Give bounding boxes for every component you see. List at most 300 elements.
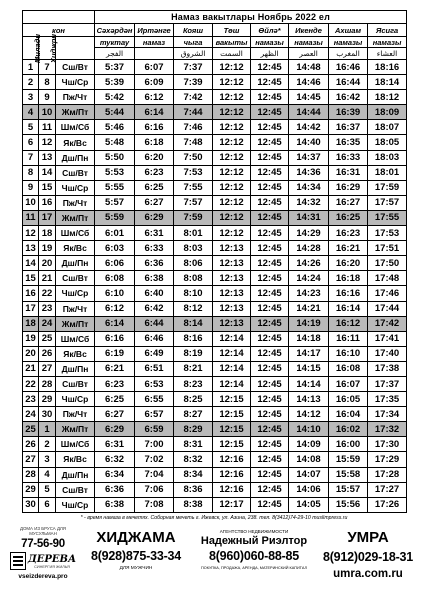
prayer-time-cell: 16:11: [329, 331, 368, 346]
prayer-time-cell: 7:42: [174, 90, 213, 105]
table-row: [23, 316, 407, 331]
table-row: [23, 135, 407, 150]
hijri-day-cell: 11: [39, 120, 56, 135]
prayer-time-cell: 8:34: [174, 467, 213, 482]
hijri-day-cell: 7: [39, 60, 56, 75]
hijri-day-cell: 18: [39, 226, 56, 241]
month-day-header: Милади: [23, 37, 39, 60]
prayer-time-cell: 6:53: [135, 376, 174, 391]
prayer-arabic-header: العشاء: [368, 48, 407, 60]
prayer-time-cell: 17:30: [368, 437, 407, 452]
prayer-name-header: Сәхәрдән: [95, 24, 135, 37]
prayer-time-cell: 6:27: [95, 407, 135, 422]
prayer-time-cell: 7:46: [174, 120, 213, 135]
corner-cell: [23, 11, 95, 24]
prayer-time-cell: 17:46: [368, 286, 407, 301]
prayer-time-cell: 6:38: [135, 271, 174, 286]
prayer-time-cell: 12:45: [251, 497, 289, 512]
weekday-cell: Чш/Ср: [56, 180, 95, 195]
hijri-day-cell: 27: [39, 361, 56, 376]
prayer-time-cell: 16:31: [329, 165, 368, 180]
weekday-cell: Шм/Сб: [56, 437, 95, 452]
prayer-time-cell: 5:42: [95, 90, 135, 105]
prayer-time-cell: 14:17: [289, 346, 329, 361]
prayer-time-cell: 12:12: [213, 165, 251, 180]
prayer-time-cell: 8:25: [174, 392, 213, 407]
prayer-time-cell: 12:12: [213, 135, 251, 150]
hijri-day-cell: 22: [39, 286, 56, 301]
table-row: [23, 482, 407, 497]
derevya-logo-word: ДЕРЕВА: [27, 553, 77, 565]
prayer-sub-header: намазы: [289, 37, 329, 48]
prayer-time-cell: 16:21: [329, 241, 368, 256]
month-day-cell: 29: [23, 482, 39, 497]
ad-realtor: [192, 526, 316, 570]
prayer-time-cell: 12:45: [251, 452, 289, 467]
prayer-time-cell: 8:36: [174, 482, 213, 497]
prayer-time-cell: 5:44: [95, 105, 135, 120]
table-row: [23, 422, 407, 437]
month-day-cell: 28: [23, 467, 39, 482]
ad-umra-phone: 8(912)029-18-31: [322, 550, 414, 564]
weekday-cell: Шм/Сб: [56, 120, 95, 135]
prayer-time-cell: 8:27: [174, 407, 213, 422]
table-row: [23, 90, 407, 105]
prayer-time-cell: 6:29: [95, 422, 135, 437]
prayer-time-cell: 7:44: [174, 105, 213, 120]
ad-derevya-tagline: ДОМА ИЗ БРУСА ДЛЯ МУСУЛЬМАН: [20, 526, 66, 536]
hijri-day-cell: 17: [39, 210, 56, 225]
month-day-cell: 17: [23, 301, 39, 316]
prayer-time-cell: 12:45: [251, 90, 289, 105]
prayer-time-cell: 6:31: [135, 226, 174, 241]
table-row: [23, 392, 407, 407]
table-row: [23, 452, 407, 467]
prayer-time-cell: 14:08: [289, 452, 329, 467]
weekday-cell: Шм/Сб: [56, 331, 95, 346]
prayer-arabic-header: العصر: [289, 48, 329, 60]
prayer-time-cell: 16:25: [329, 210, 368, 225]
table-row: [23, 376, 407, 391]
prayer-time-cell: 8:08: [174, 271, 213, 286]
prayer-time-cell: 12:45: [251, 135, 289, 150]
ad-realtor-title: Надежный Риэлтор: [200, 535, 308, 547]
prayer-time-cell: 6:31: [95, 437, 135, 452]
month-day-cell: 21: [23, 361, 39, 376]
prayer-time-cell: 14:31: [289, 210, 329, 225]
prayer-time-cell: 12:14: [213, 331, 251, 346]
prayer-time-cell: 5:55: [95, 180, 135, 195]
month-day-cell: 4: [23, 105, 39, 120]
prayer-times-body: [23, 60, 407, 513]
prayer-time-cell: 12:45: [251, 226, 289, 241]
prayer-time-cell: 6:18: [135, 135, 174, 150]
prayer-time-cell: 14:06: [289, 482, 329, 497]
month-day-cell: 11: [23, 210, 39, 225]
prayer-time-cell: 14:34: [289, 180, 329, 195]
prayer-time-cell: 6:25: [95, 392, 135, 407]
prayer-time-cell: 12:45: [251, 392, 289, 407]
prayer-time-cell: 7:37: [174, 60, 213, 75]
table-row: [23, 467, 407, 482]
prayer-time-cell: 18:05: [368, 135, 407, 150]
ad-realtor-phone: 8(960)060-88-85: [208, 549, 300, 563]
prayer-time-cell: 12:13: [213, 316, 251, 331]
weekday-cell: Сш/Вт: [56, 376, 95, 391]
prayer-time-cell: 16:29: [329, 180, 368, 195]
prayer-time-cell: 6:40: [135, 286, 174, 301]
prayer-time-cell: 12:15: [213, 392, 251, 407]
month-day-cell: 15: [23, 271, 39, 286]
prayer-time-cell: 7:04: [135, 467, 174, 482]
prayer-time-cell: 12:45: [251, 165, 289, 180]
weekday-header: [56, 37, 95, 60]
prayer-time-cell: 12:45: [251, 120, 289, 135]
prayer-time-cell: 6:23: [95, 376, 135, 391]
prayer-time-cell: 16:27: [329, 195, 368, 210]
prayer-sub-header: намаз: [135, 37, 174, 48]
prayer-time-cell: 12:45: [251, 241, 289, 256]
prayer-time-cell: 14:23: [289, 286, 329, 301]
hijri-day-cell: 21: [39, 271, 56, 286]
prayer-time-cell: 12:45: [251, 437, 289, 452]
prayer-time-cell: 7:59: [174, 210, 213, 225]
weekday-cell: Чш/Ср: [56, 286, 95, 301]
prayer-time-cell: 17:57: [368, 195, 407, 210]
prayer-time-cell: 12:12: [213, 75, 251, 90]
prayer-time-cell: 5:46: [95, 120, 135, 135]
prayer-time-cell: 12:13: [213, 256, 251, 271]
table-row: [23, 437, 407, 452]
prayer-time-cell: 14:21: [289, 301, 329, 316]
table-row: [23, 195, 407, 210]
table-row: [23, 407, 407, 422]
hijri-day-cell: 12: [39, 135, 56, 150]
prayer-time-cell: 16:33: [329, 150, 368, 165]
hijri-day-cell: 8: [39, 75, 56, 90]
prayer-time-cell: 12:14: [213, 346, 251, 361]
prayer-name-header: Иртәнге: [135, 24, 174, 37]
prayer-time-cell: 6:10: [95, 286, 135, 301]
kon-header: кон: [23, 24, 95, 37]
prayer-time-cell: 16:14: [329, 301, 368, 316]
prayer-time-cell: 12:13: [213, 286, 251, 301]
table-row: [23, 346, 407, 361]
prayer-time-cell: 12:15: [213, 437, 251, 452]
prayer-time-cell: 12:45: [251, 376, 289, 391]
prayer-time-cell: 8:10: [174, 286, 213, 301]
hijri-day-cell: 2: [39, 437, 56, 452]
prayer-time-cell: 12:13: [213, 271, 251, 286]
prayer-times-table: [22, 10, 407, 513]
prayer-time-cell: 12:45: [251, 482, 289, 497]
prayer-time-cell: 15:56: [329, 497, 368, 512]
prayer-sub-header: намазы: [329, 37, 368, 48]
hijri-day-cell: 24: [39, 316, 56, 331]
hijri-day-cell: 13: [39, 150, 56, 165]
table-row: [23, 301, 407, 316]
prayer-arabic-header: الشروق: [174, 48, 213, 60]
weekday-cell: Як/Вс: [56, 452, 95, 467]
hijri-day-cell: 23: [39, 301, 56, 316]
prayer-time-cell: 6:09: [135, 75, 174, 90]
prayer-time-cell: 14:19: [289, 316, 329, 331]
month-day-cell: 12: [23, 226, 39, 241]
ad-hijama: [80, 526, 192, 571]
weekday-cell: Дш/Пн: [56, 467, 95, 482]
prayer-time-cell: 6:01: [95, 226, 135, 241]
hijri-day-cell: 4: [39, 467, 56, 482]
prayer-time-cell: 16:08: [329, 361, 368, 376]
prayer-time-cell: 14:09: [289, 437, 329, 452]
weekday-cell: Дш/Пн: [56, 256, 95, 271]
prayer-time-cell: 7:06: [135, 482, 174, 497]
hijri-day-cell: 9: [39, 90, 56, 105]
prayer-time-cell: 14:13: [289, 392, 329, 407]
prayer-time-cell: 6:25: [135, 180, 174, 195]
prayer-time-cell: 12:45: [251, 180, 289, 195]
month-day-cell: 13: [23, 241, 39, 256]
prayer-time-cell: 6:51: [135, 361, 174, 376]
table-row: [23, 286, 407, 301]
weekday-cell: Жм/Пт: [56, 210, 95, 225]
prayer-time-cell: 6:38: [95, 497, 135, 512]
weekday-cell: Шм/Сб: [56, 226, 95, 241]
prayer-time-cell: 6:49: [135, 346, 174, 361]
prayer-time-cell: 14:15: [289, 361, 329, 376]
weekday-cell: Чш/Ср: [56, 392, 95, 407]
prayer-time-cell: 14:26: [289, 256, 329, 271]
prayer-time-cell: 15:57: [329, 482, 368, 497]
prayer-time-cell: 6:12: [95, 301, 135, 316]
prayer-time-cell: 14:40: [289, 135, 329, 150]
prayer-time-cell: 12:45: [251, 60, 289, 75]
prayer-time-cell: 12:45: [251, 316, 289, 331]
prayer-time-cell: 12:45: [251, 331, 289, 346]
prayer-time-cell: 12:45: [251, 256, 289, 271]
table-title: Намаз вакытлары Ноябрь 2022 ел: [95, 11, 407, 24]
hijri-day-cell: 28: [39, 376, 56, 391]
table-row: [23, 60, 407, 75]
prayer-time-cell: 14:07: [289, 467, 329, 482]
prayer-time-cell: 16:07: [329, 376, 368, 391]
prayer-time-cell: 8:38: [174, 497, 213, 512]
prayer-time-cell: 6:21: [95, 361, 135, 376]
prayer-sub-header: чыга: [174, 37, 213, 48]
prayer-time-cell: 12:45: [251, 361, 289, 376]
weekday-cell: Сш/Вт: [56, 60, 95, 75]
table-row: [23, 256, 407, 271]
weekday-cell: Сш/Вт: [56, 271, 95, 286]
prayer-time-cell: 16:35: [329, 135, 368, 150]
prayer-time-cell: 7:48: [174, 135, 213, 150]
prayer-time-cell: 18:03: [368, 150, 407, 165]
prayer-times-sheet: [22, 10, 406, 513]
hijri-day-cell: 26: [39, 346, 56, 361]
hijri-day-cell: 30: [39, 407, 56, 422]
month-day-cell: 5: [23, 120, 39, 135]
hijri-day-cell: 6: [39, 497, 56, 512]
weekday-cell: Чш/Ср: [56, 497, 95, 512]
ad-umra: [316, 526, 420, 580]
prayer-time-cell: 12:12: [213, 120, 251, 135]
prayer-time-cell: 16:12: [329, 316, 368, 331]
prayer-time-cell: 14:05: [289, 497, 329, 512]
prayer-arabic-header: الفجر: [95, 48, 135, 60]
weekday-cell: Пж/Чт: [56, 407, 95, 422]
prayer-time-cell: 5:50: [95, 150, 135, 165]
prayer-time-cell: 8:31: [174, 437, 213, 452]
prayer-time-cell: 17:28: [368, 467, 407, 482]
prayer-time-cell: 12:12: [213, 226, 251, 241]
month-day-cell: 14: [23, 256, 39, 271]
prayer-time-cell: 12:13: [213, 241, 251, 256]
prayer-time-cell: 12:12: [213, 105, 251, 120]
month-day-cell: 1: [23, 60, 39, 75]
prayer-time-cell: 6:44: [135, 316, 174, 331]
ad-realtor-top: АГЕНТСТВО НЕДВИЖИМОСТИ: [219, 529, 289, 534]
prayer-time-cell: 12:45: [251, 210, 289, 225]
ads-strip: [8, 526, 420, 598]
prayer-time-cell: 5:48: [95, 135, 135, 150]
prayer-time-cell: 18:01: [368, 165, 407, 180]
prayer-name-header: Ясига: [368, 24, 407, 37]
prayer-time-cell: 14:10: [289, 422, 329, 437]
weekday-cell: Як/Вс: [56, 135, 95, 150]
weekday-cell: Як/Вс: [56, 346, 95, 361]
hijri-day-cell: 3: [39, 452, 56, 467]
prayer-time-cell: 18:12: [368, 90, 407, 105]
prayer-sub-header: намазы: [368, 37, 407, 48]
prayer-time-cell: 17:38: [368, 361, 407, 376]
prayer-time-cell: 5:53: [95, 165, 135, 180]
table-row: [23, 180, 407, 195]
prayer-time-cell: 16:00: [329, 437, 368, 452]
prayer-time-cell: 8:06: [174, 256, 213, 271]
prayer-time-cell: 12:12: [213, 210, 251, 225]
hijri-day-cell: 29: [39, 392, 56, 407]
prayer-time-cell: 8:01: [174, 226, 213, 241]
prayer-time-cell: 14:18: [289, 331, 329, 346]
weekday-cell: Дш/Пн: [56, 361, 95, 376]
table-row: [23, 331, 407, 346]
prayer-time-cell: 12:14: [213, 361, 251, 376]
prayer-time-cell: 14:28: [289, 241, 329, 256]
month-day-cell: 8: [23, 165, 39, 180]
prayer-time-cell: 6:03: [95, 241, 135, 256]
weekday-cell: Сш/Вт: [56, 165, 95, 180]
footnote: * - время намаза в мечетях. Соборная мечеть г. Ижевск, ул. Азина, 238. тел. 8(3412)74-29-10 muslimpress.ru: [80, 515, 348, 521]
weekday-cell: Жм/Пт: [56, 422, 95, 437]
prayer-time-cell: 14:24: [289, 271, 329, 286]
month-day-cell: 30: [23, 497, 39, 512]
prayer-time-cell: 16:05: [329, 392, 368, 407]
prayer-time-cell: 6:16: [95, 331, 135, 346]
prayer-time-cell: 7:57: [174, 195, 213, 210]
prayer-time-cell: 6:42: [135, 301, 174, 316]
table-row: [23, 75, 407, 90]
prayer-time-cell: 17:50: [368, 256, 407, 271]
prayer-time-cell: 12:12: [213, 150, 251, 165]
prayer-time-cell: 12:17: [213, 497, 251, 512]
prayer-time-cell: 12:16: [213, 482, 251, 497]
ad-derevya: [8, 526, 78, 580]
prayer-time-cell: 12:12: [213, 90, 251, 105]
prayer-time-cell: 16:10: [329, 346, 368, 361]
prayer-time-cell: 12:16: [213, 467, 251, 482]
prayer-time-cell: 14:45: [289, 90, 329, 105]
ad-derevya-site: vseizdereva.pro: [18, 573, 68, 580]
prayer-time-cell: 12:45: [251, 407, 289, 422]
month-day-cell: 18: [23, 316, 39, 331]
prayer-time-cell: 14:36: [289, 165, 329, 180]
prayer-time-cell: 17:32: [368, 422, 407, 437]
prayer-time-cell: 8:23: [174, 376, 213, 391]
prayer-time-cell: 6:32: [95, 452, 135, 467]
prayer-time-cell: 17:42: [368, 316, 407, 331]
prayer-time-cell: 8:19: [174, 346, 213, 361]
month-day-cell: 20: [23, 346, 39, 361]
prayer-time-cell: 14:12: [289, 407, 329, 422]
prayer-time-cell: 17:34: [368, 407, 407, 422]
prayer-time-cell: 12:45: [251, 105, 289, 120]
prayer-time-cell: 16:46: [329, 60, 368, 75]
prayer-time-cell: 12:45: [251, 271, 289, 286]
log-house-icon: [10, 552, 26, 570]
prayer-time-cell: 6:36: [135, 256, 174, 271]
weekday-cell: Жм/Пт: [56, 316, 95, 331]
prayer-time-cell: 12:45: [251, 286, 289, 301]
prayer-time-cell: 18:07: [368, 120, 407, 135]
prayer-time-cell: 14:48: [289, 60, 329, 75]
prayer-time-cell: 6:08: [95, 271, 135, 286]
prayer-arabic-header: السمت: [213, 48, 251, 60]
prayer-time-cell: 12:12: [213, 60, 251, 75]
month-day-cell: 24: [23, 407, 39, 422]
ad-hijama-note: ДЛЯ МУЖЧИН: [119, 566, 153, 571]
prayer-time-cell: 16:18: [329, 271, 368, 286]
prayer-name-header: Өйлә*: [251, 24, 289, 37]
table-row: [23, 497, 407, 512]
weekday-cell: Сш/Вт: [56, 482, 95, 497]
prayer-time-cell: 8:21: [174, 361, 213, 376]
prayer-time-cell: 6:07: [135, 60, 174, 75]
prayer-time-cell: 6:29: [135, 210, 174, 225]
hijri-day-header: Хиджри: [39, 37, 56, 60]
ad-umra-title: УМРА: [347, 529, 389, 546]
prayer-time-cell: 6:55: [135, 392, 174, 407]
prayer-time-cell: 16:44: [329, 75, 368, 90]
prayer-time-cell: 6:20: [135, 150, 174, 165]
table-row: [23, 210, 407, 225]
month-day-cell: 23: [23, 392, 39, 407]
prayer-time-cell: 16:23: [329, 226, 368, 241]
prayer-time-cell: 15:59: [329, 452, 368, 467]
prayer-time-cell: 12:12: [213, 195, 251, 210]
table-row: [23, 271, 407, 286]
prayer-time-cell: 6:19: [95, 346, 135, 361]
prayer-time-cell: 8:16: [174, 331, 213, 346]
hijri-day-cell: 5: [39, 482, 56, 497]
month-day-cell: 16: [23, 286, 39, 301]
ad-hijama-phone: 8(928)875-33-34: [90, 549, 182, 563]
table-row: [23, 226, 407, 241]
prayer-time-cell: 6:12: [135, 90, 174, 105]
prayer-time-cell: 12:12: [213, 180, 251, 195]
prayer-time-cell: 14:46: [289, 75, 329, 90]
prayer-time-cell: 7:08: [135, 497, 174, 512]
prayer-time-cell: 6:46: [135, 331, 174, 346]
